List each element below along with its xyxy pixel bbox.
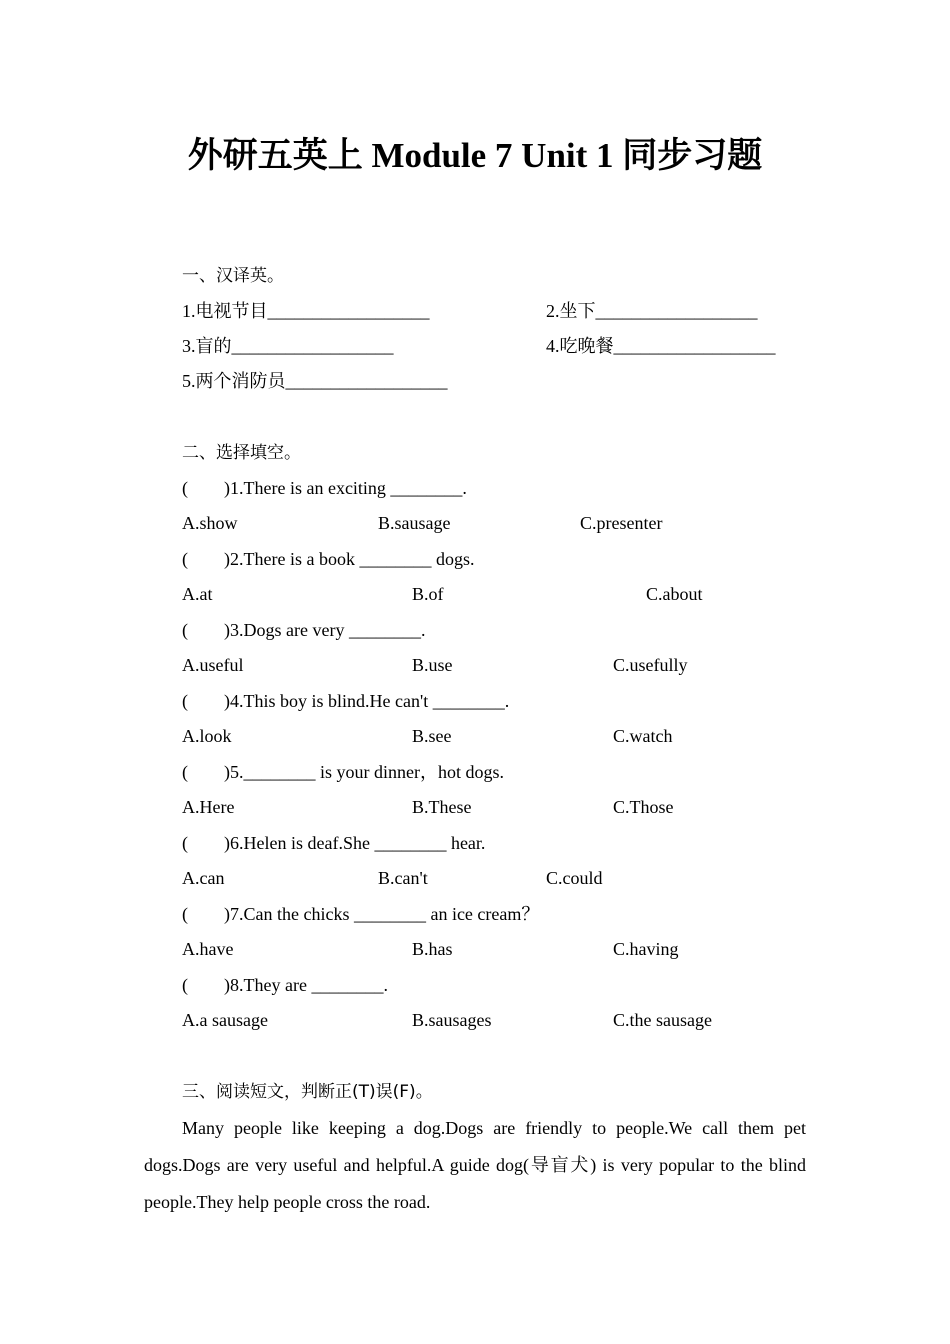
s1-item-2: 2.坐下__________________	[546, 301, 758, 321]
q7-option-c: C.having	[613, 939, 679, 959]
q1-option-c: C.presenter	[580, 513, 663, 533]
q4-option-b: B.see	[412, 726, 452, 746]
s1-item-1: 1.电视节目__________________	[182, 301, 430, 321]
question-5: ( )5.________ is your dinner，hot dogs.	[182, 762, 504, 782]
q6-option-a: A.can	[182, 868, 225, 888]
q4-option-a: A.look	[182, 726, 232, 746]
q5-option-b: B.These	[412, 797, 472, 817]
q4-option-c: C.watch	[613, 726, 673, 746]
reading-passage: Many people like keeping a dog.Dogs are friendly to people.We call them pet dogs.Dogs are very useful and helpful.A guide dog(导盲犬) is very popular to the blind people.They help people cross the road.	[144, 1118, 806, 1212]
page-title: 外研五英上 Module 7 Unit 1 同步习题	[187, 136, 763, 175]
q7-option-a: A.have	[182, 939, 234, 959]
section3-heading: 三、阅读短文，判断正(T)误(F)。	[182, 1082, 433, 1102]
q8-option-c: C.the sausage	[613, 1010, 712, 1030]
question-6: ( )6.Helen is deaf.She ________ hear.	[182, 833, 486, 853]
s1-item-5: 5.两个消防员__________________	[182, 371, 448, 391]
q7-option-b: B.has	[412, 939, 453, 959]
q1-option-b: B.sausage	[378, 513, 451, 533]
q6-option-c: C.could	[546, 868, 603, 888]
question-8: ( )8.They are ________.	[182, 975, 388, 995]
q3-option-b: B.use	[412, 655, 453, 675]
section1-heading: 一、汉译英。	[182, 266, 284, 286]
s1-item-3: 3.盲的__________________	[182, 336, 394, 356]
q8-option-b: B.sausages	[412, 1010, 492, 1030]
q5-option-a: A.Here	[182, 797, 235, 817]
q6-option-b: B.can't	[378, 868, 428, 888]
q8-option-a: A.a sausage	[182, 1010, 268, 1030]
q1-option-a: A.show	[182, 513, 238, 533]
q3-option-a: A.useful	[182, 655, 244, 675]
q2-option-a: A.at	[182, 584, 213, 604]
question-1: ( )1.There is an exciting ________.	[182, 478, 467, 498]
s1-item-4: 4.吃晚餐__________________	[546, 336, 776, 356]
question-2: ( )2.There is a book ________ dogs.	[182, 549, 475, 569]
section2-heading: 二、选择填空。	[182, 443, 301, 463]
question-4: ( )4.This boy is blind.He can't ________.	[182, 691, 510, 711]
q5-option-c: C.Those	[613, 797, 674, 817]
q3-option-c: C.usefully	[613, 655, 688, 675]
question-3: ( )3.Dogs are very ________.	[182, 620, 426, 640]
q2-option-b: B.of	[412, 584, 444, 604]
question-7: ( )7.Can the chicks ________ an ice cream？	[182, 904, 540, 924]
q2-option-c: C.about	[646, 584, 703, 604]
